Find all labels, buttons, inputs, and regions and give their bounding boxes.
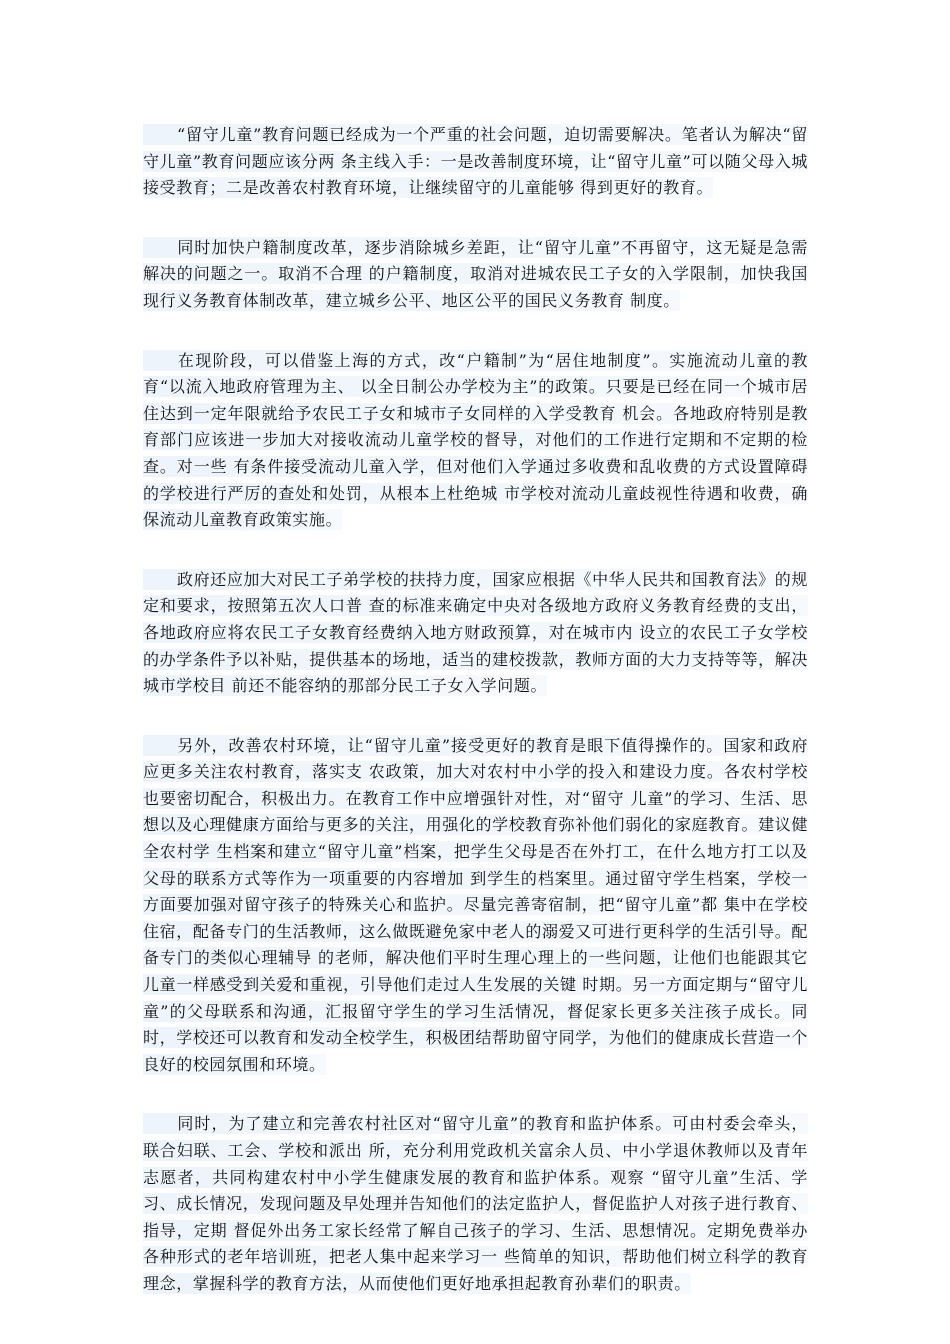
document-body	[143, 122, 808, 1331]
paragraph-content: 政府还应加大对民工子弟学校的扶持力度，国家应根据《中华人民共和国教育法》的规定和要求，按照第五次人口普 查的标准来确定中央对各级地方政府义务教育经费的支出，各地政府应将农民工子女教育经费纳入地方财政预算，对在城市内 设立的农民工子女学校的办学条件予以补贴，提供基本的场地，适当的建校拨款，教师方面的大力支持等等，解决城市学校目 前还不能容纳的那部分民工子女入学问题。	[143, 569, 808, 696]
paragraph-content: 在现阶段，可以借鉴上海的方式，改“户籍制”为“居住地制度”。实施流动儿童的教育“以流入地政府管理为主、 以全日制公办学校为主”的政策。只要是已经在同一个城市居住达到一定年限就给予农民工子女和城市子女同样的入学受教育 机会。各地政府特别是教育部门应该进一步加大对接收流动儿童学校的督导，对他们的工作进行定期和不定期的检查。对一些 有条件接受流动儿童入学，但对他们入学通过多收费和乱收费的方式设置障碍的学校进行严厉的查处和处罚，从根本上杜绝城 市学校对流动儿童歧视性待遇和收费，确保流动儿童教育政策实施。	[143, 350, 808, 530]
paragraph-content: “留守儿童”教育问题已经成为一个严重的社会问题，迫切需要解决。笔者认为解决“留守儿童”教育问题应该分两 条主线入手：一是改善制度环境，让“留守儿童”可以随父母入城接受教育；二是改善农村教育环境，让继续留守的儿童能够 得到更好的教育。	[143, 125, 808, 198]
paragraph-text	[143, 237, 808, 311]
paragraph-content: 另外，改善农村环境，让“留守儿童”接受更好的教育是眼下值得操作的。国家和政府应更多关注农村教育，落实支 农政策，加大对农村中小学的投入和建设力度。各农村学校也要密切配合，积极出力。在教育工作中应增强针对性，对“留守 儿童”的学习、生活、思想以及心理健康方面给与更多的关注，用强化的学校教育弥补他们弱化的家庭教育。建议健全农村学 生档案和建立“留守儿童”档案，把学生父母是否在外打工，在什么地方打工以及父母的联系方式等作为一项重要的内容增加 到学生的档案里。通过留守学生档案，学校一方面要加强对留守孩子的特殊关心和监护。尽量完善寄宿制，把“留守儿童”都 集中在学校住宿，配备专门的生活教师，这么做既避免家中老人的溺爱又可进行更科学的生活引导。配备专门的类似心理辅导 的老师，解决他们平时生理心理上的一些问题，让他们也能跟其它儿童一样感受到关爱和重视，引导他们走过人生发展的关键 时期。另一方面定期与“留守儿童”的父母联系和沟通，汇报留守学生的学习生活情况，督促家长更多关注孩子成长。同时，学校还可以教育和发动全校学生，积极团结帮助留守同学，为他们的健康成长营造一个良好的校园氛围和环境。	[143, 735, 808, 1074]
paragraph	[143, 567, 808, 700]
paragraph	[143, 348, 808, 534]
paragraph	[143, 235, 808, 315]
paragraph-content: 同时，为了建立和完善农村社区对“留守儿童”的教育和监护体系。可由村委会牵头，联合妇联、工会、学校和派出 所，充分利用党政机关富余人员、中小学退休教师以及青年志愿者，共同构建农村中小学生健康发展的教育和监护体系。观察 “留守儿童”生活、学习、成长情况，发现问题及早处理并告知他们的法定监护人，督促监护人对孩子进行教育、指导，定期 督促外出务工家长经常了解自己孩子的学习、生活、思想情况。定期免费举办各种形式的老年培训班，把老人集中起来学习一 些简单的知识，帮助他们树立科学的教育理念，掌握科学的教育方法，从而使他们更好地承担起教育孙辈们的职责。	[143, 1114, 808, 1293]
paragraph-text	[143, 569, 808, 696]
paragraph	[143, 122, 808, 202]
paragraph-content: 同时加快户籍制度改革，逐步消除城乡差距，让“留守儿童”不再留守，这无疑是急需解决的问题之一。取消不合理 的户籍制度，取消对进城农民工子女的入学限制，加快我国现行义务教育体制改革，建立城乡公平、地区公平的国民义务教育 制度。	[143, 237, 808, 310]
paragraph	[143, 733, 808, 1079]
paragraph	[143, 1111, 808, 1297]
paragraph-text	[143, 124, 808, 198]
paragraph-text	[143, 350, 808, 531]
paragraph-text	[143, 735, 808, 1075]
paragraph-text	[143, 1113, 808, 1294]
